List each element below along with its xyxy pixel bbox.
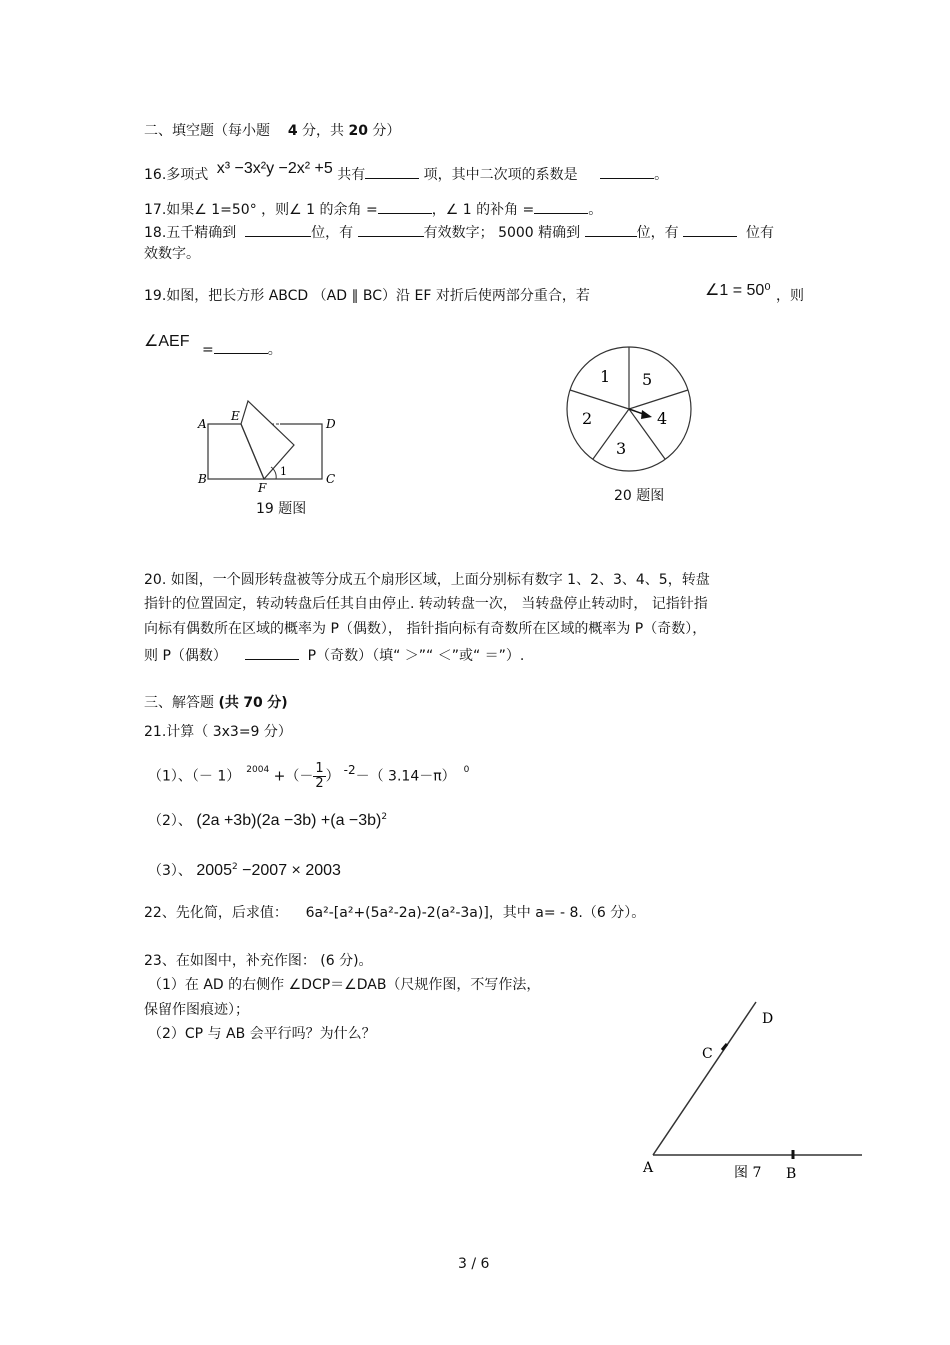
- question-21-part2: （2）、 $(2a +3b)(2a -3b) +(a -3b)^2$: [148, 812, 388, 829]
- polynomial-expr: x³ −3x²y −2x² +5: [216, 160, 333, 177]
- label-d: D: [762, 1011, 774, 1027]
- page-number: 3 / 6: [458, 1256, 490, 1272]
- label-b: B: [786, 1166, 797, 1182]
- figure-7: [630, 995, 870, 1190]
- sector-label: 1: [600, 367, 611, 386]
- figure-7-caption: 图 7: [734, 1165, 762, 1181]
- label-e: E: [231, 409, 240, 423]
- figure-20-spinner: [560, 340, 700, 480]
- label-a: A: [198, 417, 207, 431]
- label-d: D: [326, 417, 336, 431]
- figure-19: [190, 395, 350, 495]
- section3-title: 三、解答题 (共 70 分): [144, 695, 288, 711]
- question-17: 17.如果∠ 1=50° ，则∠ 1 的余角 = ，∠ 1 的补角 = 。: [144, 199, 602, 219]
- sector-label: 5: [642, 370, 653, 389]
- question-23-line1: （1）在 AD 的右侧作 ∠DCP＝∠DAB（尺规作图，不写作法，: [148, 977, 541, 993]
- figure-20-caption: 20 题图: [614, 488, 665, 504]
- label-a: A: [643, 1160, 654, 1176]
- q19-ask: ∠AEF: [144, 333, 190, 350]
- question-19: 19.如图，把长方形 ABCD （AD ∥ BC）沿 EF 对折后使两部分重合，若: [144, 288, 590, 304]
- question-23-line3: （2）CP 与 AB 会平行吗？为什么？: [148, 1026, 376, 1042]
- question-18: 18.五千精确到 位，有 有效数字； 5000 精确到 位，有 位有: [144, 222, 774, 242]
- question-20-line1: 20. 如图，一个圆形转盘被等分成五个扇形区域，上面分别标有数字 1、2、3、4、5，转盘: [144, 572, 710, 588]
- question-21-part1: （1）、（－ 1） $^{2004}$ +（－ $\frac{1}{2}$ ） $^{-2}$－（ 3.14－π） $^0$: [148, 761, 470, 791]
- label-b: B: [198, 472, 207, 486]
- question-22: 22、先化简，后求值： 6a²-[a²+(5a²-2a)-2(a²-3a)]，其中 a= - 8.（6 分）。: [144, 905, 646, 921]
- question-23-title: 23、在如图中，补充作图： (6 分)。: [144, 953, 373, 969]
- sector-label: 4: [657, 409, 668, 428]
- label-c: C: [702, 1046, 713, 1062]
- question-21-title: 21.计算（ 3x3=9 分）: [144, 724, 292, 740]
- q19-condition: ∠1 = 50⁰: [705, 282, 771, 299]
- ray-ad: [653, 1002, 756, 1155]
- q19-then: ，则: [776, 288, 804, 304]
- question-23-line2: 保留作图痕迹）；: [144, 1002, 249, 1018]
- pointer-arrow-icon: [641, 410, 652, 419]
- sector-label: 3: [616, 439, 627, 458]
- question-20-line3: 向标有偶数所在区域的概率为 P（偶数）， 指针指向标有奇数所在区域的概率为 P（奇数），: [144, 621, 707, 637]
- question-21-part3: （3）、 $2005^2 -2007 \times 2003$: [148, 862, 341, 879]
- section2-title: 二、填空题（每小题 4 分，共 20 分）: [144, 123, 401, 139]
- label-angle-1: 1: [280, 465, 287, 478]
- question-16: 16.多项式 x³ −3x²y −2x² +5 共有 项，其中二次项的系数是 。: [144, 160, 669, 183]
- q19-answer: = 。: [202, 339, 282, 359]
- sector-label: 2: [582, 409, 593, 428]
- question-20-line4: 则 P（偶数） P（奇数）（填“ ＞”“ ＜”或“ ＝”）.: [144, 645, 524, 665]
- label-f: F: [258, 481, 267, 495]
- question-18-line2: 效数字。: [144, 246, 200, 262]
- label-c: C: [326, 472, 336, 486]
- figure-19-caption: 19 题图: [256, 501, 307, 517]
- point-c-mark: [722, 1044, 727, 1050]
- question-20-line2: 指针的位置固定，转动转盘后任其自由停止. 转动转盘一次， 当转盘停止转动时， 记指针指: [144, 596, 708, 612]
